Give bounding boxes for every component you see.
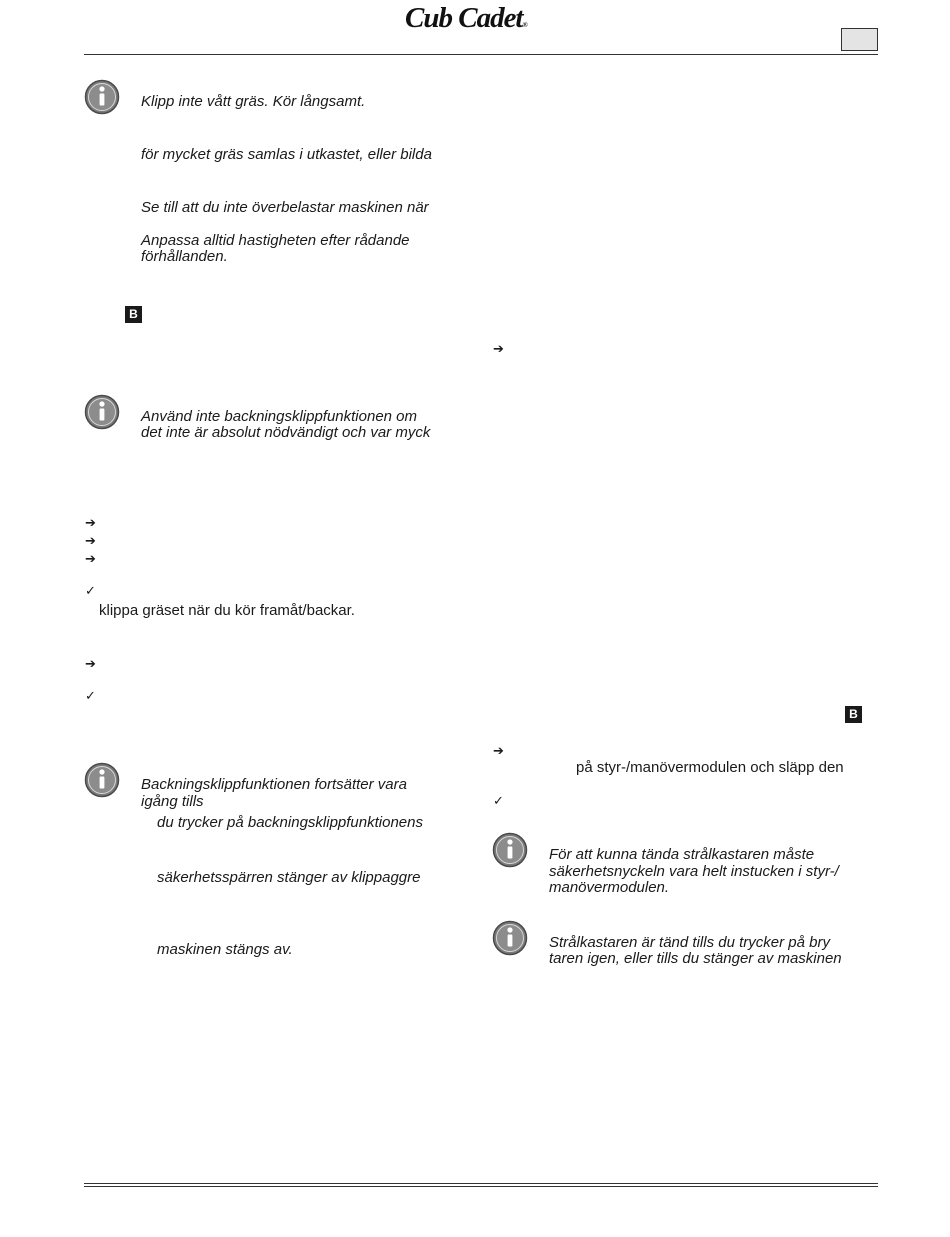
step-arrow-icon: ➔ — [85, 515, 96, 530]
note-text: Använd inte backningsklippfunktionen om — [141, 408, 418, 425]
result-check-icon: ✓ — [493, 793, 504, 808]
note-text: du trycker på backningsklippfunktionens — [157, 814, 423, 831]
header-rule — [84, 54, 878, 55]
note-text: säkerhetsspärren stänger av klippaggre — [157, 869, 421, 886]
note-text: Strålkastaren är tänd tills du trycker på bry — [549, 934, 830, 951]
note-text: för mycket gräs samlas i utkastet, eller bilda — [141, 146, 432, 163]
note-text: säkerhetsnyckeln vara helt instucken i styr-/ — [549, 863, 839, 880]
figure-ref-badge: B — [845, 706, 862, 723]
note-text: igång tills — [141, 793, 204, 810]
info-icon — [84, 394, 120, 430]
figure-ref-badge: B — [125, 306, 142, 323]
note-text: förhållanden. — [141, 248, 228, 265]
note-text: maskinen stängs av. — [157, 941, 293, 958]
note-text: Backningsklippfunktionen fortsätter vara — [141, 776, 407, 793]
result-check-icon: ✓ — [85, 583, 96, 598]
result-check-icon: ✓ — [85, 688, 96, 703]
note-text: Se till att du inte överbelastar maskinen när — [141, 199, 429, 216]
step-arrow-icon: ➔ — [493, 341, 504, 356]
result-text: klippa gräset när du kör framåt/backar. — [99, 602, 355, 619]
brand-logo: Cub Cadet® — [405, 2, 527, 34]
note-text: det inte är absolut nödvändigt och var myck — [141, 424, 431, 441]
info-icon — [492, 832, 528, 868]
step-arrow-icon: ➔ — [493, 743, 504, 758]
info-icon — [84, 79, 120, 115]
step-arrow-icon: ➔ — [85, 533, 96, 548]
note-text: Anpassa alltid hastigheten efter rådande — [141, 232, 410, 249]
step-arrow-icon: ➔ — [85, 656, 96, 671]
info-icon — [84, 762, 120, 798]
note-text: manövermodulen. — [549, 879, 670, 896]
page-tab-box — [841, 28, 878, 51]
footer-rule — [84, 1183, 878, 1184]
info-icon — [492, 920, 528, 956]
note-text: taren igen, eller tills du stänger av maskinen — [549, 950, 842, 967]
footer-rule — [84, 1186, 878, 1187]
step-text: på styr-/manövermodulen och släpp den — [576, 759, 844, 776]
note-text: För att kunna tända strålkastaren måste — [549, 846, 815, 863]
step-arrow-icon: ➔ — [85, 551, 96, 566]
note-text: Klipp inte vått gräs. Kör långsamt. — [141, 93, 366, 110]
